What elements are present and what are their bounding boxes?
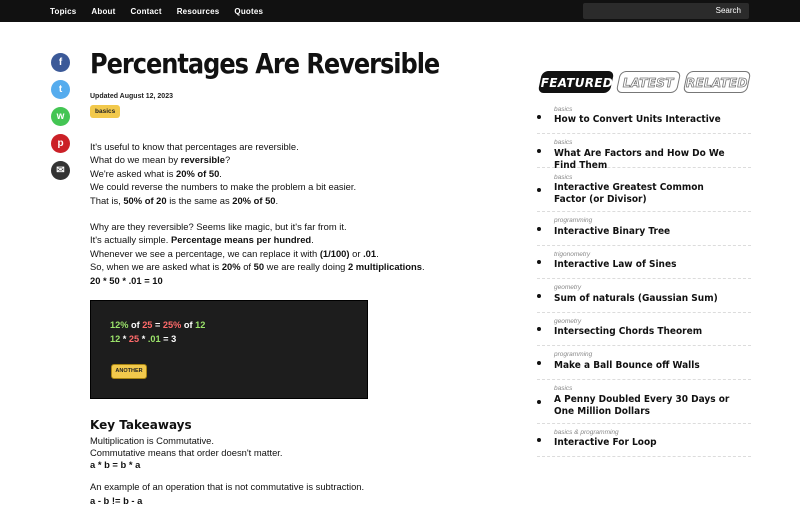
nav-link-contact[interactable]: Contact <box>130 6 162 16</box>
item-title[interactable]: Intersecting Chords Theorem <box>554 326 703 337</box>
paragraph-explanation <box>90 220 425 287</box>
nav-link-resources[interactable]: Resources <box>176 6 220 16</box>
text-line: That is, 50% of 20 is the same as 20% of 50. <box>90 194 279 206</box>
tab-featured[interactable]: FEATURED <box>538 71 615 93</box>
bullet-icon <box>537 260 541 264</box>
text-line: Whenever we see a percentage, we can replace it with (1/100) or .01. <box>90 247 379 259</box>
share-buttons <box>51 53 70 188</box>
whatsapp-share-icon[interactable]: w <box>51 107 70 126</box>
bullet-icon <box>537 115 541 119</box>
another-button[interactable]: ANOTHER <box>111 364 147 379</box>
sidebar-list-item[interactable] <box>537 424 751 457</box>
email-share-icon[interactable]: ✉ <box>51 161 70 180</box>
sidebar-list-item[interactable] <box>537 346 751 380</box>
item-title[interactable]: Interactive For Loop <box>554 437 657 448</box>
text-line: Multiplication is Commutative. <box>90 435 214 446</box>
item-title[interactable]: Sum of naturals (Gaussian Sum) <box>554 293 718 304</box>
text-line: a - b != b - a <box>90 494 143 506</box>
bullet-icon <box>537 294 541 298</box>
text-line: We're asked what is 20% of 50. <box>90 167 222 179</box>
section-heading-key-takeaways: Key Takeaways <box>90 418 192 432</box>
item-category: basics <box>554 139 573 146</box>
page-title: Percentages Are Reversible <box>90 47 440 80</box>
item-category: geometry <box>554 318 582 325</box>
item-title[interactable]: Interactive Greatest Common Factor (or Divisor) <box>554 182 704 205</box>
bullet-icon <box>537 438 541 442</box>
sidebar-list-item[interactable] <box>537 279 751 313</box>
item-category: trigonometry <box>554 251 591 258</box>
pinterest-share-icon[interactable]: p <box>51 134 70 153</box>
demo-equation-line-1: 12% of 25 = 25% of 12 <box>110 320 206 330</box>
twitter-share-icon[interactable]: t <box>51 80 70 99</box>
bullet-icon <box>537 149 541 153</box>
sidebar-list-item[interactable] <box>537 313 751 346</box>
item-category: basics <box>554 174 573 181</box>
facebook-share-icon[interactable]: f <box>51 53 70 72</box>
text-line: It's actually simple. Percentage means per hundred. <box>90 234 314 246</box>
nav-link-about[interactable]: About <box>91 6 116 16</box>
paragraph-intro <box>90 140 356 207</box>
bullet-icon <box>537 227 541 231</box>
sidebar-list-item[interactable] <box>537 134 751 171</box>
top-nav <box>0 0 800 22</box>
text-line: We could reverse the numbers to make the problem a bit easier. <box>90 181 357 193</box>
sidebar-list-item[interactable] <box>537 380 751 424</box>
nav-link-topics[interactable]: Topics <box>50 6 77 16</box>
search-box <box>583 3 749 19</box>
nav-link-quotes[interactable]: Quotes <box>234 6 264 16</box>
item-title[interactable]: How to Convert Units Interactive <box>554 114 721 125</box>
sidebar-article-list <box>537 100 751 457</box>
text-line: It's useful to know that percentages are reversible. <box>90 141 299 152</box>
updated-date: Updated August 12, 2023 <box>90 93 173 100</box>
item-category: basics <box>554 106 573 113</box>
tab-related[interactable]: RELATED <box>683 71 752 93</box>
demo-equation-line-2: 12 * 25 * .01 = 3 <box>110 334 177 344</box>
category-tag[interactable]: basics <box>90 105 120 118</box>
text-line: Commutative means that order doesn't matter. <box>90 446 283 458</box>
item-title[interactable]: What Are Factors and How Do We Find Them <box>554 148 725 171</box>
item-category: programming <box>554 217 593 224</box>
text-line: 20 * 50 * .01 = 10 <box>90 274 163 286</box>
text-line: So, when we are asked what is 20% of 50 we are really doing 2 multiplications. <box>90 261 425 273</box>
bullet-icon <box>537 188 541 192</box>
search-button[interactable]: Search <box>715 6 741 15</box>
bullet-icon <box>537 400 541 404</box>
bullet-icon <box>537 327 541 331</box>
percentage-demo-widget <box>90 300 368 399</box>
sidebar-list-item[interactable] <box>537 100 751 134</box>
item-title[interactable]: Interactive Law of Sines <box>554 259 677 270</box>
text-line: Why are they reversible? Seems like magic, but it's far from it. <box>90 221 347 232</box>
text-line: What do we mean by reversible? <box>90 154 231 166</box>
tab-latest[interactable]: LATEST <box>616 71 682 93</box>
paragraph-takeaways <box>90 434 364 507</box>
sidebar-list-item[interactable] <box>537 212 751 246</box>
item-title[interactable]: A Penny Doubled Every 30 Days or One Million Dollars <box>554 394 730 417</box>
item-category: geometry <box>554 284 582 291</box>
item-title[interactable]: Interactive Binary Tree <box>554 226 671 237</box>
sidebar-list-item[interactable] <box>537 246 751 279</box>
item-category: programming <box>554 351 593 358</box>
nav-links <box>50 0 263 22</box>
search-input[interactable] <box>583 3 703 19</box>
item-category: basics & programming <box>554 429 619 436</box>
item-title[interactable]: Make a Ball Bounce off Walls <box>554 360 700 371</box>
text-line: An example of an operation that is not commutative is subtraction. <box>90 481 365 493</box>
text-line: a * b = b * a <box>90 458 141 470</box>
item-category: basics <box>554 385 573 392</box>
sidebar-list-item[interactable] <box>537 168 751 212</box>
bullet-icon <box>537 361 541 365</box>
